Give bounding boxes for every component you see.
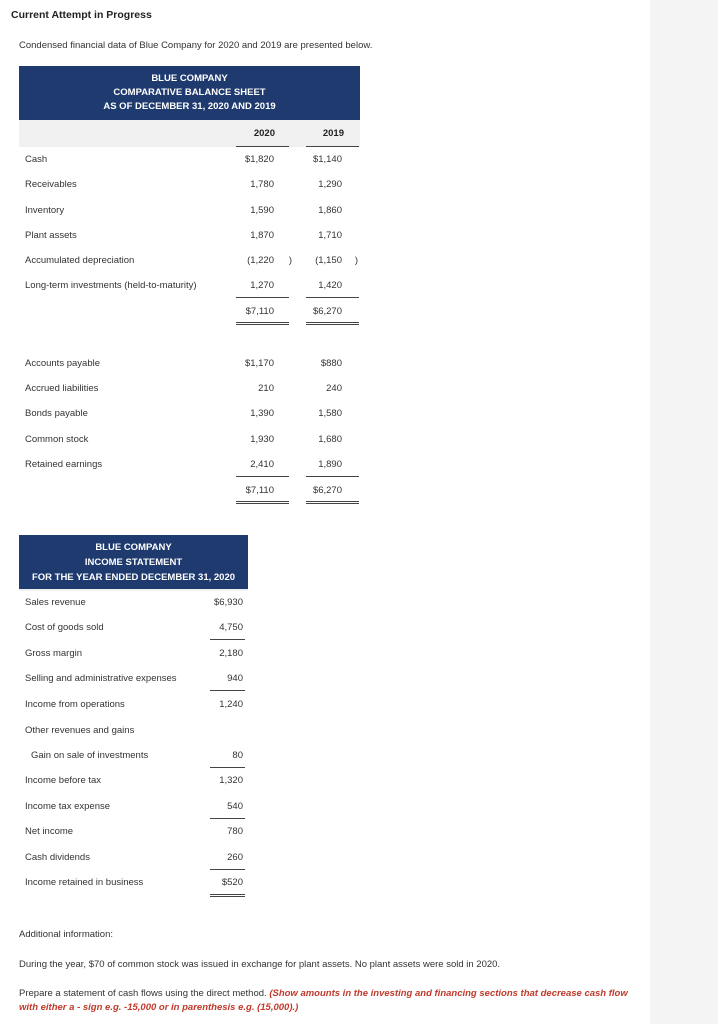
liability-2020: $1,170	[244, 358, 274, 369]
is-row-label: Cash dividends	[25, 852, 90, 863]
asset-2020: 1,780	[250, 179, 274, 190]
attempt-status: Current Attempt in Progress	[11, 9, 152, 21]
subtotal-rule	[236, 476, 289, 477]
is-row-value: 940	[227, 673, 243, 684]
asset-2020: (1,220	[247, 255, 274, 266]
liability-2019: 1,890	[318, 459, 342, 470]
asset-2019: 1,710	[318, 230, 342, 241]
asset-label: Long-term investments (held-to-maturity)	[25, 280, 197, 291]
total-double-rule	[306, 322, 359, 323]
income-statement-strip	[19, 589, 248, 591]
is-row-value: 260	[227, 852, 243, 863]
is-rule	[210, 869, 245, 870]
paren-close-2019: )	[354, 255, 358, 266]
total-double-rule	[306, 501, 359, 502]
is-row-value: $6,930	[213, 597, 243, 608]
liability-2020: 2,410	[250, 459, 274, 470]
is-row-label: Other revenues and gains	[25, 725, 135, 736]
liability-label: Common stock	[25, 434, 89, 445]
is-row-label: Income before tax	[25, 775, 102, 786]
paren-close-2020: )	[288, 255, 292, 266]
is-row-label: Income retained in business	[25, 877, 144, 888]
bs-title-company: BLUE COMPANY	[151, 73, 228, 84]
is-row-label: Selling and administrative expenses	[25, 673, 177, 684]
asset-label: Inventory	[25, 205, 65, 216]
is-row-value: 2,180	[219, 648, 243, 659]
total-double-rule	[236, 501, 289, 502]
asset-label: Plant assets	[25, 230, 77, 241]
intro-text: Condensed financial data of Blue Company for 2020 and 2019 are presented below.	[19, 40, 373, 51]
subtotal-rule	[306, 297, 359, 298]
liability-2019: 1,680	[318, 434, 342, 445]
liability-label: Accounts payable	[25, 358, 100, 369]
bs-title-statement: COMPARATIVE BALANCE SHEET	[113, 87, 266, 98]
total-double-rule	[306, 324, 359, 325]
header-rule-2020	[236, 146, 289, 147]
subtotal-rule	[306, 476, 359, 477]
asset-2019: 1,420	[318, 280, 342, 291]
liability-2020: 210	[258, 383, 274, 394]
is-rule	[210, 818, 245, 819]
additional-info-heading: Additional information:	[19, 929, 113, 940]
total-liabilities-2019: $6,270	[312, 485, 342, 496]
liability-2019: 240	[326, 383, 342, 394]
asset-label: Cash	[25, 154, 48, 165]
is-row-label: Income from operations	[25, 699, 125, 710]
is-row-value: 4,750	[219, 622, 243, 633]
header-rule-2019	[306, 146, 359, 147]
liability-2019: 1,580	[318, 408, 342, 419]
is-double-rule	[210, 894, 245, 895]
is-row-label: Sales revenue	[25, 597, 86, 608]
is-title-date: FOR THE YEAR ENDED DECEMBER 31, 2020	[31, 571, 236, 583]
asset-2020: 1,870	[250, 230, 274, 241]
liability-2020: 1,930	[250, 434, 274, 445]
liability-2019: $880	[320, 358, 342, 369]
is-row-value: 1,240	[219, 699, 243, 710]
total-double-rule	[306, 503, 359, 504]
is-rule	[210, 690, 245, 691]
instructions-text: Prepare a statement of cash flows using the direct method.	[19, 988, 267, 999]
total-assets-2019: $6,270	[312, 306, 342, 317]
is-row-value: $520	[221, 877, 243, 888]
is-row-value: 540	[227, 801, 243, 812]
asset-label: Receivables	[25, 179, 77, 190]
is-double-rule	[210, 896, 245, 897]
asset-2019: (1,150	[315, 255, 342, 266]
is-row-label: Gain on sale of investments	[31, 750, 149, 761]
total-liabilities-2020: $7,110	[245, 485, 274, 496]
column-2019: 2019	[322, 128, 344, 139]
liability-label: Bonds payable	[25, 408, 88, 419]
bs-title-date: AS OF DECEMBER 31, 2020 AND 2019	[103, 101, 276, 112]
is-title-statement: INCOME STATEMENT	[84, 556, 183, 568]
income-statement-header	[19, 535, 248, 589]
instructions-emphasis: (Show amounts in the investing and financing sections that decrease cash flow with either a - sign e.g. -15,000 or in parenthesis e.g. (15,000).)	[19, 988, 628, 1013]
is-title-company: BLUE COMPANY	[95, 541, 172, 553]
column-2020: 2020	[253, 128, 275, 139]
asset-2019: $1,140	[312, 154, 342, 165]
is-row-value: 780	[227, 826, 243, 837]
total-double-rule	[236, 324, 289, 325]
total-assets-2020: $7,110	[245, 306, 274, 317]
is-rule	[210, 639, 245, 640]
total-double-rule	[236, 322, 289, 323]
total-double-rule	[236, 503, 289, 504]
is-rule	[210, 767, 245, 768]
is-row-value: 1,320	[219, 775, 243, 786]
is-row-label: Income tax expense	[25, 801, 111, 812]
is-row-label: Net income	[25, 826, 74, 837]
additional-info-text: During the year, $70 of common stock was issued in exchange for plant assets. No plant assets were sold in 2020.	[19, 959, 501, 970]
asset-2019: 1,860	[318, 205, 342, 216]
liability-2020: 1,390	[250, 408, 274, 419]
instructions	[19, 987, 639, 1015]
asset-2019: 1,290	[318, 179, 342, 190]
asset-label: Accumulated depreciation	[25, 255, 135, 266]
asset-2020: $1,820	[244, 154, 274, 165]
right-gutter	[650, 0, 718, 1024]
is-row-value: 80	[232, 750, 243, 761]
balance-sheet-header	[19, 66, 360, 120]
liability-label: Accrued liabilities	[25, 383, 99, 394]
is-row-label: Gross margin	[25, 648, 83, 659]
asset-2020: 1,270	[250, 280, 274, 291]
liability-label: Retained earnings	[25, 459, 103, 470]
asset-2020: 1,590	[250, 205, 274, 216]
is-row-label: Cost of goods sold	[25, 622, 104, 633]
subtotal-rule	[236, 297, 289, 298]
